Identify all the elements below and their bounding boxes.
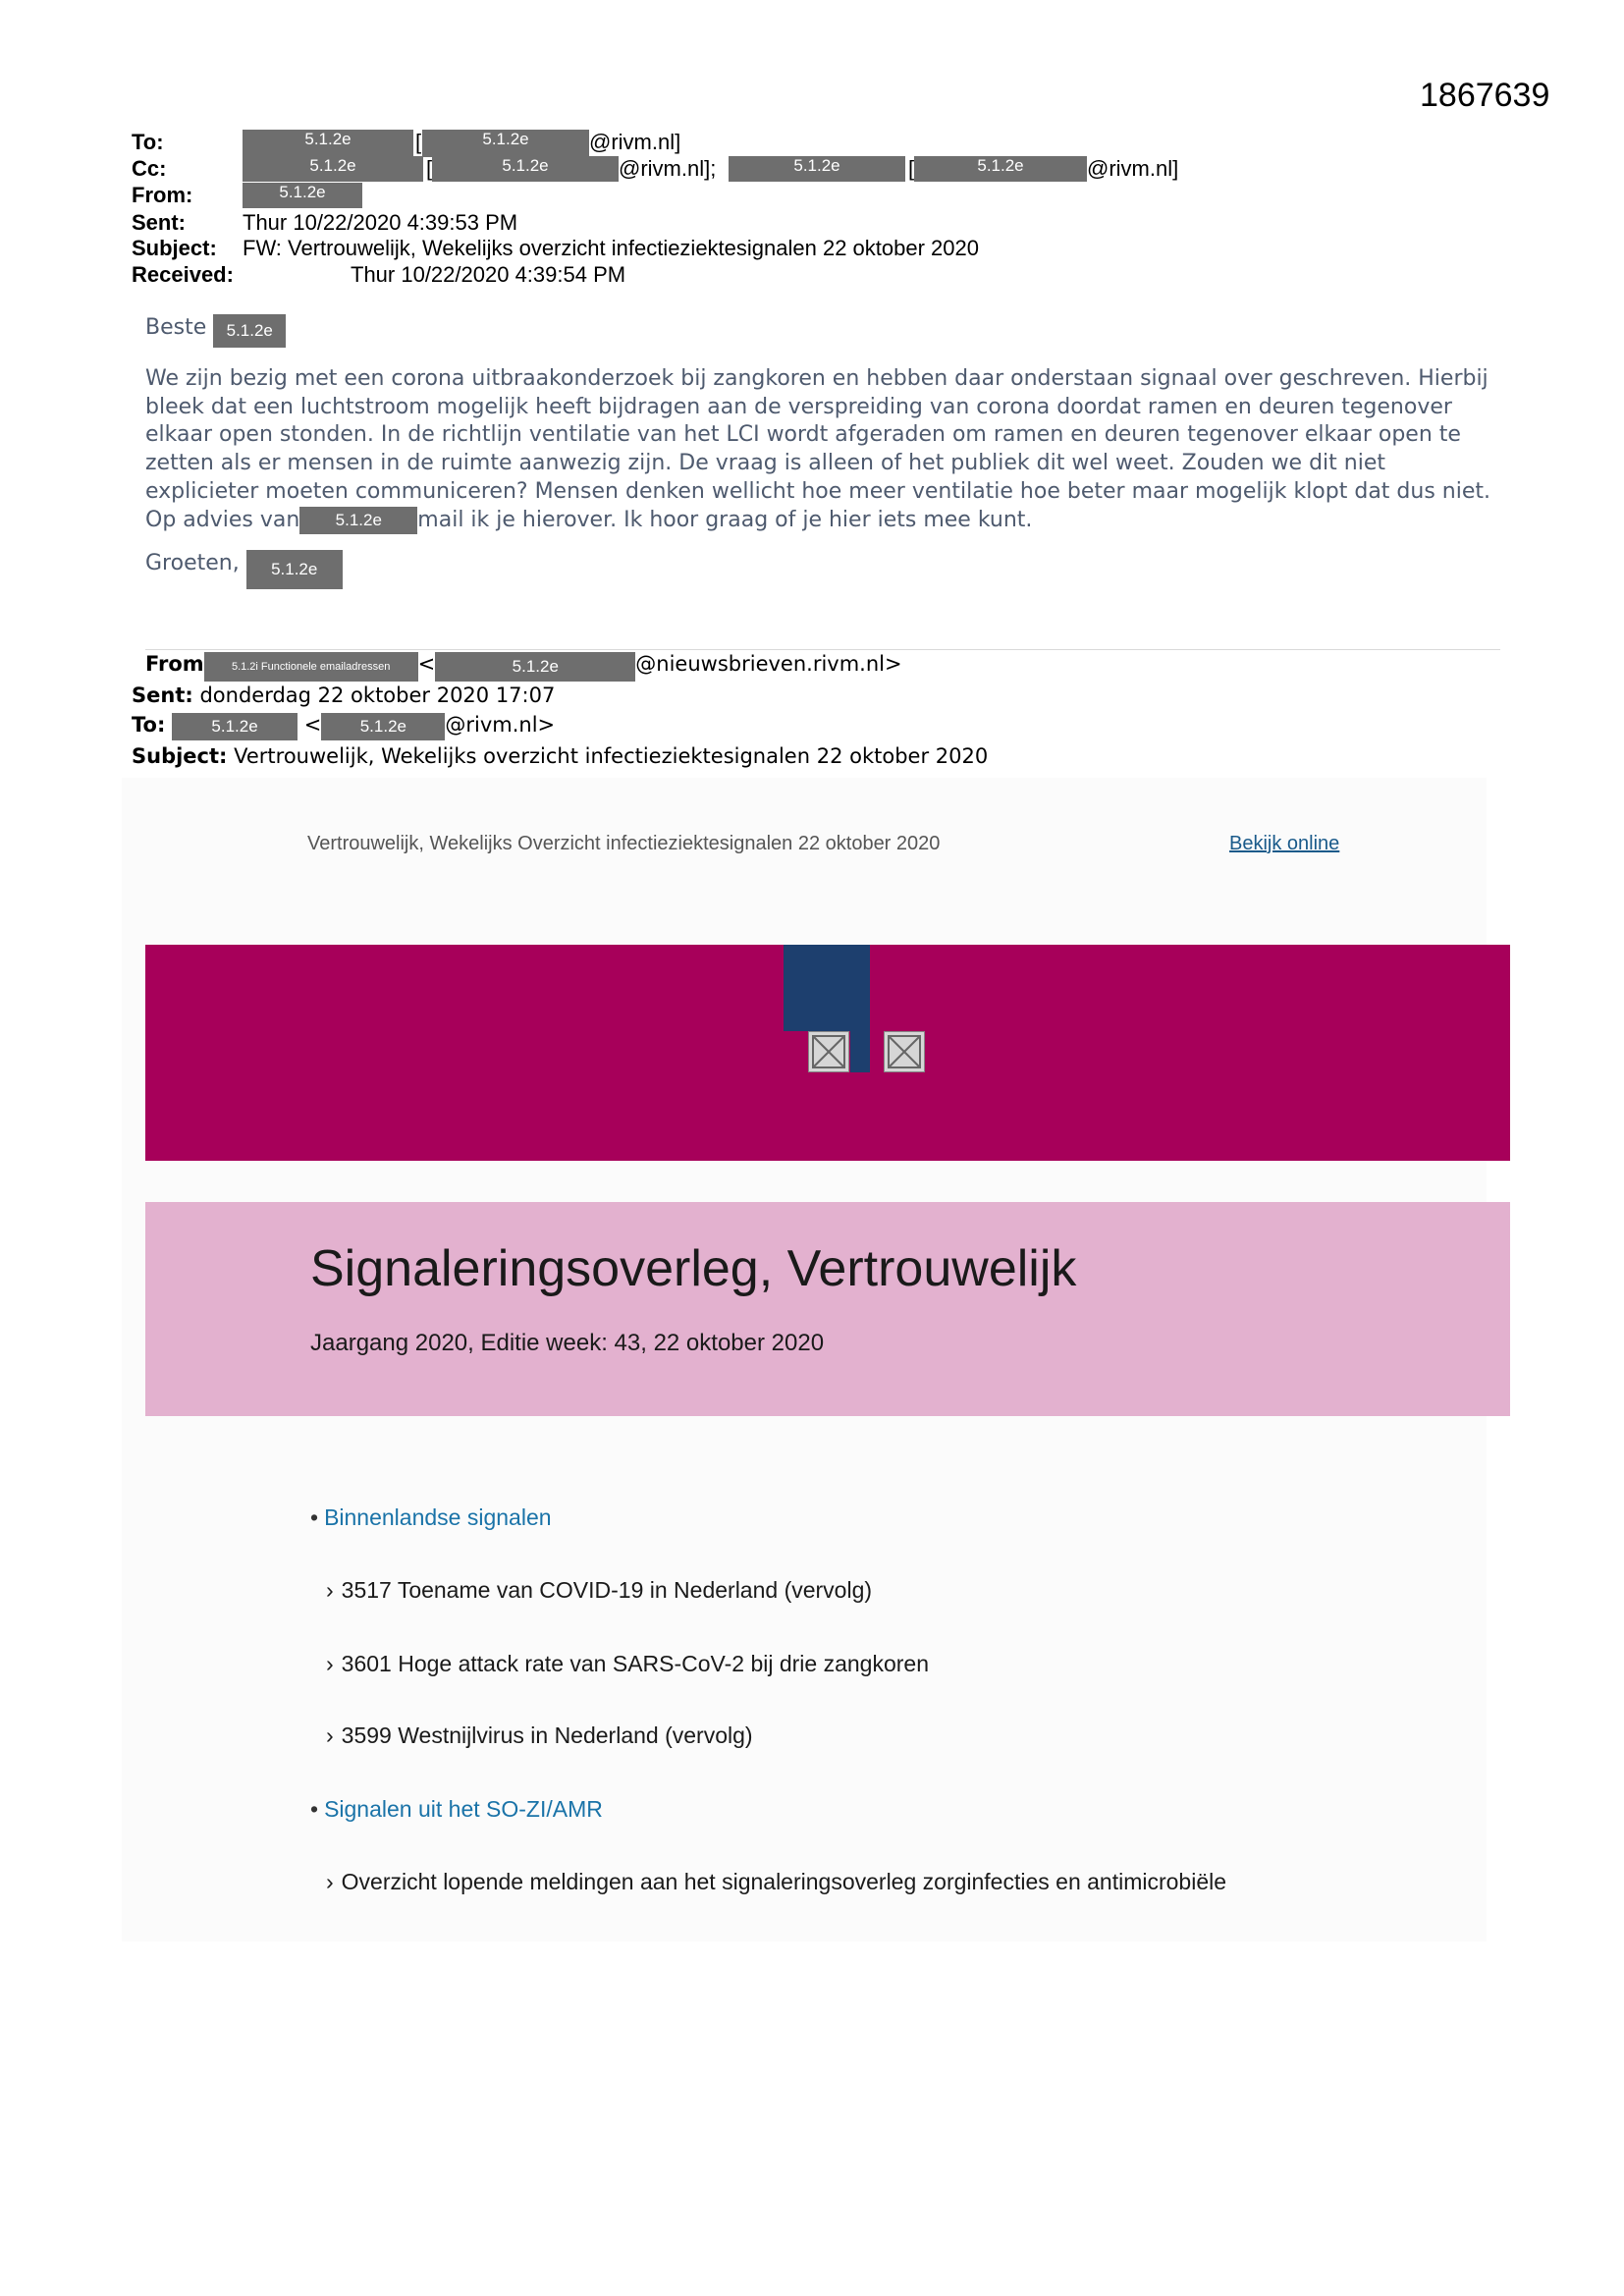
section-title: Signalen uit het SO-ZI/AMR (324, 1796, 603, 1822)
cc-label: Cc: (132, 156, 167, 181)
original-subject-value: Vertrouwelijk, Wekelijks overzicht infectieziektesignalen 22 oktober 2020 (234, 744, 989, 768)
sent-label: Sent: (132, 210, 186, 235)
message-body (145, 314, 1500, 589)
to-label: To: (132, 130, 164, 154)
greeting-line (145, 314, 1500, 348)
redaction: 5.1.2e (914, 156, 1087, 182)
lt: < (303, 713, 322, 737)
original-sent-row (132, 683, 555, 707)
sent-value: Thur 10/22/2020 4:39:53 PM (243, 210, 518, 235)
closing: Groeten, (145, 551, 240, 576)
redaction: 5.1.2e (243, 156, 423, 182)
original-to-label: To: (132, 713, 166, 737)
cc-bracket: [ (426, 156, 433, 181)
view-online-link[interactable]: Bekijk online (1229, 833, 1340, 854)
redaction: 5.1.2e (243, 130, 413, 157)
logo-stem (850, 1021, 870, 1072)
broken-image-icon (884, 1031, 925, 1072)
original-sent-label: Sent: (132, 683, 193, 707)
redaction-functional: 5.1.2i Functionele emailadressen (204, 652, 418, 682)
newsletter-title: Signaleringsoverleg, Vertrouwelijk (310, 1240, 1077, 1297)
cc-domain: @rivm.nl] (1087, 156, 1179, 181)
original-from-domain: @nieuwsbrieven.rivm.nl> (635, 652, 902, 676)
title-box (145, 1202, 1510, 1416)
section-link-so-zi-amr[interactable] (310, 1796, 603, 1823)
divider (145, 649, 1500, 650)
document-id: 1867639 (1420, 77, 1550, 114)
signal-item-label: 3599 Westnijlvirus in Nederland (vervolg) (341, 1722, 753, 1748)
advice-suffix: mail ik je hierover. Ik hoor graag of je hier iets mee kunt. (417, 507, 1033, 532)
cc-bracket: [ (908, 156, 915, 181)
redaction: 5.1.2e (729, 156, 905, 182)
original-from-label: From (145, 652, 204, 676)
signal-item[interactable] (326, 1651, 929, 1677)
logo-block (784, 945, 870, 1031)
from-label: From: (132, 183, 193, 207)
redaction: 5.1.2e (321, 713, 445, 740)
bullet: • (310, 1796, 319, 1822)
redaction: 5.1.2e (172, 713, 298, 740)
chevron-right-icon: › (326, 1577, 334, 1603)
newsletter-topline: Vertrouwelijk, Wekelijks Overzicht infectieziektesignalen 22 oktober 2020 (307, 833, 941, 854)
chevron-right-icon: › (326, 1722, 334, 1748)
redaction: 5.1.2e (246, 550, 343, 589)
to-bracket: [ (415, 130, 422, 154)
signal-item-label: 3517 Toename van COVID-19 in Nederland (vervolg) (341, 1577, 873, 1603)
to-domain: @rivm.nl] (589, 130, 681, 154)
advice-line (145, 507, 1500, 535)
redaction: 5.1.2e (213, 314, 286, 348)
closing-line (145, 550, 1500, 589)
chevron-right-icon: › (326, 1651, 334, 1676)
subject-value: FW: Vertrouwelijk, Wekelijks overzicht infectieziektesignalen 22 oktober 2020 (243, 236, 979, 260)
redaction: 5.1.2e (432, 156, 619, 182)
broken-image-icon (808, 1031, 849, 1072)
signal-item-label: Overzicht lopende meldingen aan het signaleringsoverleg zorginfecties en antimicrobiële (341, 1869, 1227, 1894)
greeting: Beste (145, 315, 207, 340)
redaction: 5.1.2e (299, 507, 417, 534)
body-paragraph: We zijn bezig met een corona uitbraakonderzoek bij zangkoren en hebben daar onderstaan signaal over geschreven. Hierbij bleek dat een luchtstroom mogelijk heeft bijdragen aan de verspreiding van corona doordat ramen en deuren tegenover elkaar open stonden. In de richtlijn ventilatie van het LCI wordt afgeraden om ramen en deuren tegenover elkaar open te zetten als er mensen in de ruimte aanwezig zijn. De vraag is alleen of het publiek dit wel weet. Zouden we dit niet explicieter moeten communiceren? Mensen denken wellicht hoe meer ventilatie hoe beter maar mogelijk klopt dat dus niet. (145, 366, 1490, 504)
received-label: Received: (132, 262, 234, 287)
original-subject-label: Subject: (132, 744, 228, 768)
redaction: 5.1.2e (422, 130, 589, 157)
redaction: 5.1.2e (243, 183, 362, 208)
original-subject-row (132, 744, 988, 768)
signal-item[interactable] (326, 1577, 872, 1604)
signal-item[interactable] (326, 1869, 1226, 1895)
subject-label: Subject: (132, 236, 217, 260)
chevron-right-icon: › (326, 1869, 334, 1894)
redaction: 5.1.2e (435, 652, 635, 682)
advice-prefix: Op advies van (145, 507, 300, 532)
section-title: Binnenlandse signalen (324, 1504, 552, 1530)
bullet: • (310, 1504, 319, 1530)
signal-item[interactable] (326, 1722, 753, 1749)
received-value: Thur 10/22/2020 4:39:54 PM (351, 262, 626, 287)
newsletter-subtitle: Jaargang 2020, Editie week: 43, 22 oktober 2020 (310, 1330, 825, 1356)
lt: < (417, 652, 436, 676)
original-to-row (132, 713, 555, 740)
original-from-row (145, 652, 902, 682)
section-link-binnenlandse[interactable] (310, 1504, 552, 1531)
signal-item-label: 3601 Hoge attack rate van SARS-CoV-2 bij drie zangkoren (341, 1651, 930, 1676)
cc-domain: @rivm.nl]; (619, 156, 717, 181)
original-to-domain: @rivm.nl> (445, 713, 556, 737)
original-sent-value: donderdag 22 oktober 2020 17:07 (199, 683, 556, 707)
